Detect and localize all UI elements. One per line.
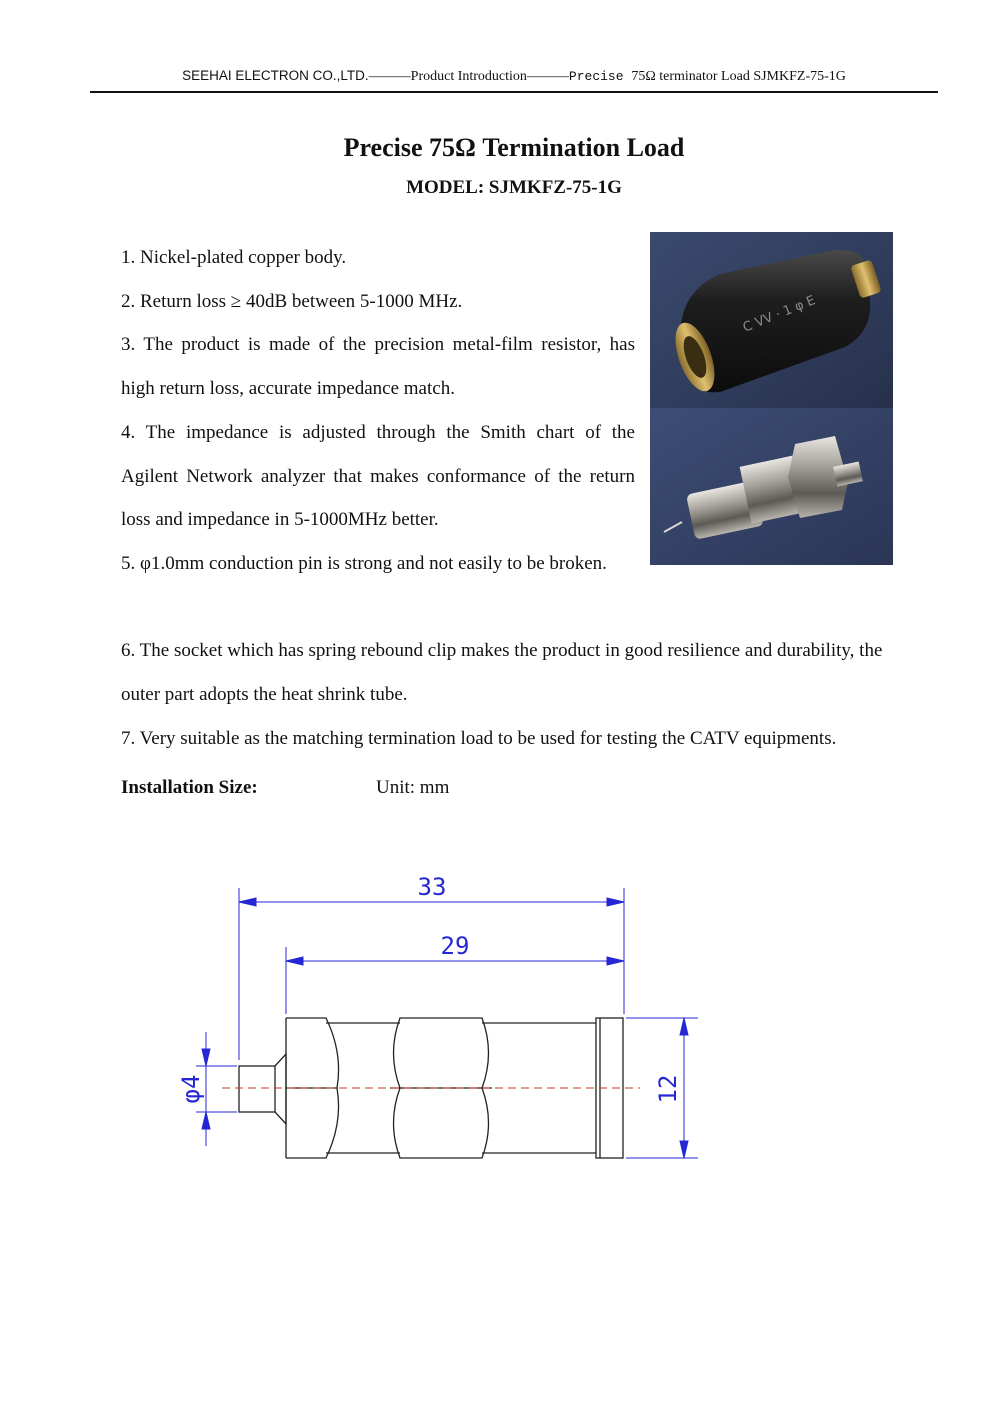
feature-item: 1. Nickel-plated copper body. xyxy=(121,247,347,268)
header-company: SEEHAI ELECTRON CO.,LTD. xyxy=(182,68,369,83)
header-section: Product Introduction xyxy=(410,69,527,84)
header-separator: ——— xyxy=(368,69,411,84)
dim-overall-length: 33 xyxy=(417,873,447,901)
svg-text:C VV · 1 φ E: C VV · 1 φ E xyxy=(740,293,818,336)
feature-item: 7. Very suitable as the matching termination load to be used for testing the CATV equipments. xyxy=(121,727,837,749)
header-rule xyxy=(90,91,938,93)
installation-unit: Unit: mm xyxy=(376,777,450,798)
header-separator: ——— xyxy=(526,69,569,84)
feature-item: 3. The product is made of the precision metal-film resistor, has high return loss, accurate impedance match. xyxy=(121,334,635,400)
feature-item: 4. The impedance is adjusted through the Smith chart of the Agilent Network analyzer that makes conformance of the return loss and impedance in 5-1000MHz better. xyxy=(121,421,635,531)
page-header xyxy=(90,68,938,85)
header-product-mono: Precise xyxy=(568,69,632,84)
dimension-drawing xyxy=(160,860,720,1185)
feature-item: 6. The socket which has spring rebound clip makes the product in good resilience and durability, the outer part adopts the heat shrink tube. xyxy=(121,640,883,705)
header-product: 75Ω terminator Load SJMKFZ-75-1G xyxy=(631,69,846,84)
product-photo xyxy=(650,232,893,565)
page-title: Precise 75Ω Termination Load xyxy=(343,133,685,162)
feature-item: 2. Return loss ≥ 40dB between 5-1000 MHz. xyxy=(121,290,463,312)
dim-pin-diameter: φ4 xyxy=(177,1074,205,1104)
installation-label: Installation Size: xyxy=(121,777,258,798)
dim-body-height: 12 xyxy=(654,1074,682,1104)
model-number: MODEL: SJMKFZ-75-1G xyxy=(406,177,622,198)
feature-item: 5. φ1.0mm conduction pin is strong and not easily to be broken. xyxy=(121,552,607,574)
dim-body-length: 29 xyxy=(440,932,470,960)
